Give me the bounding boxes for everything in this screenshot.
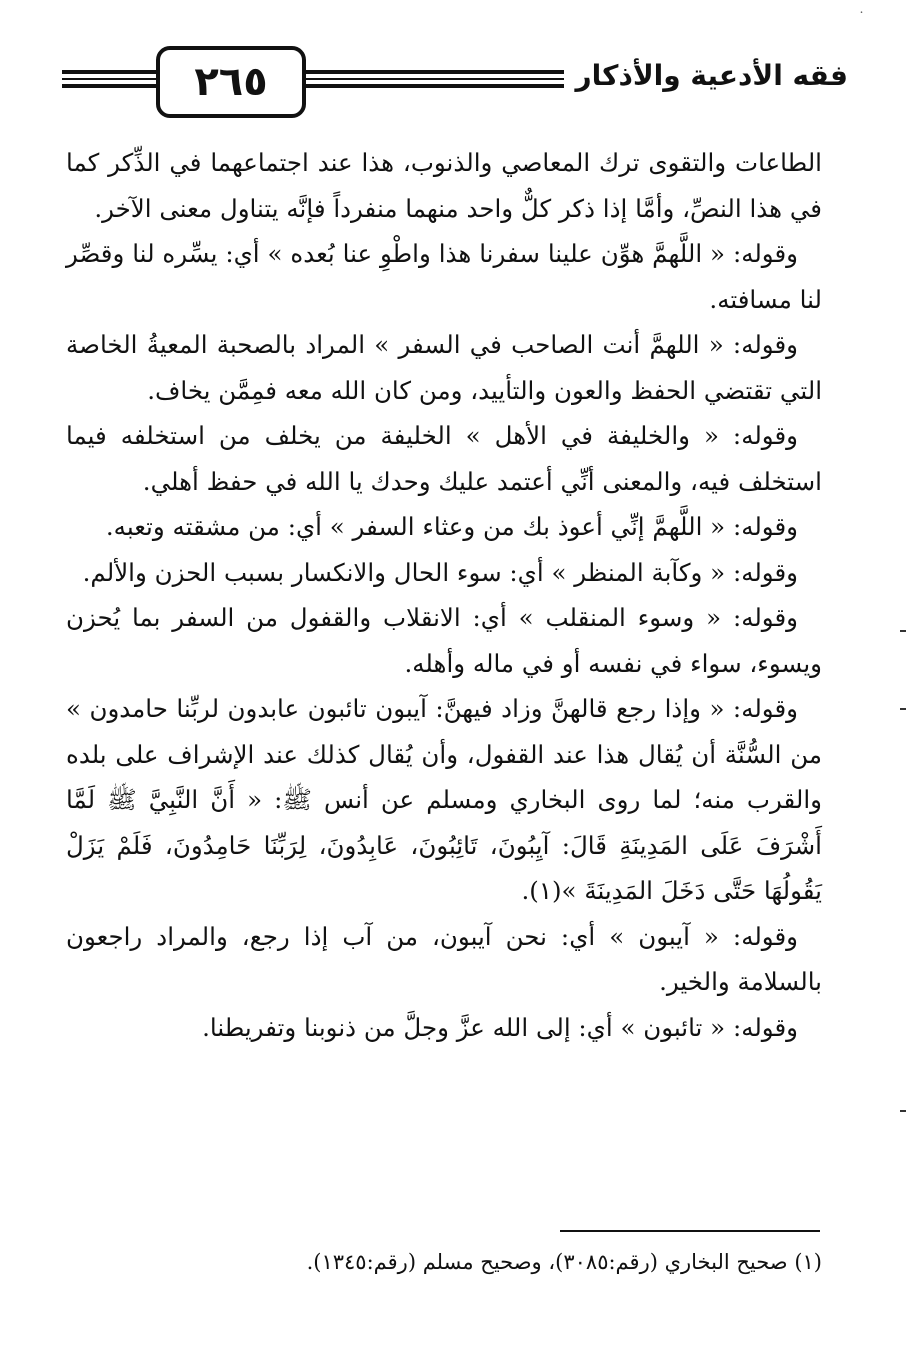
body-text (66, 140, 822, 1050)
paragraph: الطاعات والتقوى ترك المعاصي والذنوب، هذا عند اجتماعهما في الذِّكر كما في هذا النصِّ، وأمَّا إذا ذكر كلٌّ واحد منهما منفرداً فإنَّه يتناول معنى الآخر. (66, 148, 822, 223)
page-header (62, 44, 848, 126)
paragraph: وقوله: « وكآبة المنظر » أي: سوء الحال والانكسار بسبب الحزن والألم. (82, 557, 798, 587)
paragraph: وقوله: « تائبون » أي: إلى الله عزَّ وجلَّ من ذنوبنا وتفريطنا. (202, 1012, 798, 1042)
paragraph: وقوله: « اللَّهمَّ إنِّي أعوذ بك من وعثاء السفر » أي: من مشقته وتعبه. (105, 512, 798, 541)
paragraph: وقوله: « والخليفة في الأهل » الخليفة من يخلف من استخلفه فيما استخلف فيه، والمعنى أنِّي أعتمد عليك وحدك يا الله في حفظ أهلي. (66, 421, 822, 496)
footnote: (١) صحيح البخاري (رقم:٣٠٨٥)، وصحيح مسلم (رقم:١٣٤٥). (306, 1250, 822, 1274)
scan-speck (900, 1110, 906, 1112)
scan-speck (900, 708, 906, 710)
paragraph: وقوله: « وسوء المنقلب » أي: الانقلاب والقفول من السفر بما يُحزن ويسوء، سواء في نفسه أو في ماله وأهله. (66, 603, 822, 678)
paragraph: وقوله: « اللَّهمَّ هوِّن علينا سفرنا هذا واطْوِ عنا بُعده » أي: يسِّره لنا وقصِّر لنا مسافته. (66, 239, 822, 314)
footnote-separator (560, 1230, 820, 1232)
running-title: فقه الأدعية والأذكار (564, 56, 848, 96)
page-number: ٢٦٥ (156, 46, 306, 118)
paragraph: وقوله: « اللهمَّ أنت الصاحب في السفر » المراد بالصحبة المعيةُ الخاصة التي تقتضي الحفظ والعون والتأييد، ومن كان الله معه فمِمَّن يخاف. (66, 330, 822, 405)
paragraph: وقوله: « آيبون » أي: نحن آيبون، من آب إذا رجع، والمراد راجعون بالسلامة والخير. (66, 921, 822, 996)
paragraph: وقوله: « وإذا رجع قالهنَّ وزاد فيهنَّ: آيبون تائبون عابدون لربِّنا حامدون » من السُّنَّة أن يُقال هذا عند القفول، وأن يُقال كذلك عند الإشراف على بلده والقرب منه؛ لما روى البخاري ومسلم عن أنس ﷺ: « أَنَّ النَّبِيَّ ﷺ لَمَّا أَشْرَفَ عَلَى المَدِينَةِ قَالَ: آيِبُونَ، تَائِبُونَ، عَابِدُونَ، لِرَبِّنَا حَامِدُونَ، فَلَمْ يَزَلْ يَقُولُهَا حَتَّى دَخَلَ المَدِينَةَ »(١). (66, 694, 822, 905)
scan-mark: ˙ (858, 10, 865, 26)
scan-speck (900, 630, 906, 632)
